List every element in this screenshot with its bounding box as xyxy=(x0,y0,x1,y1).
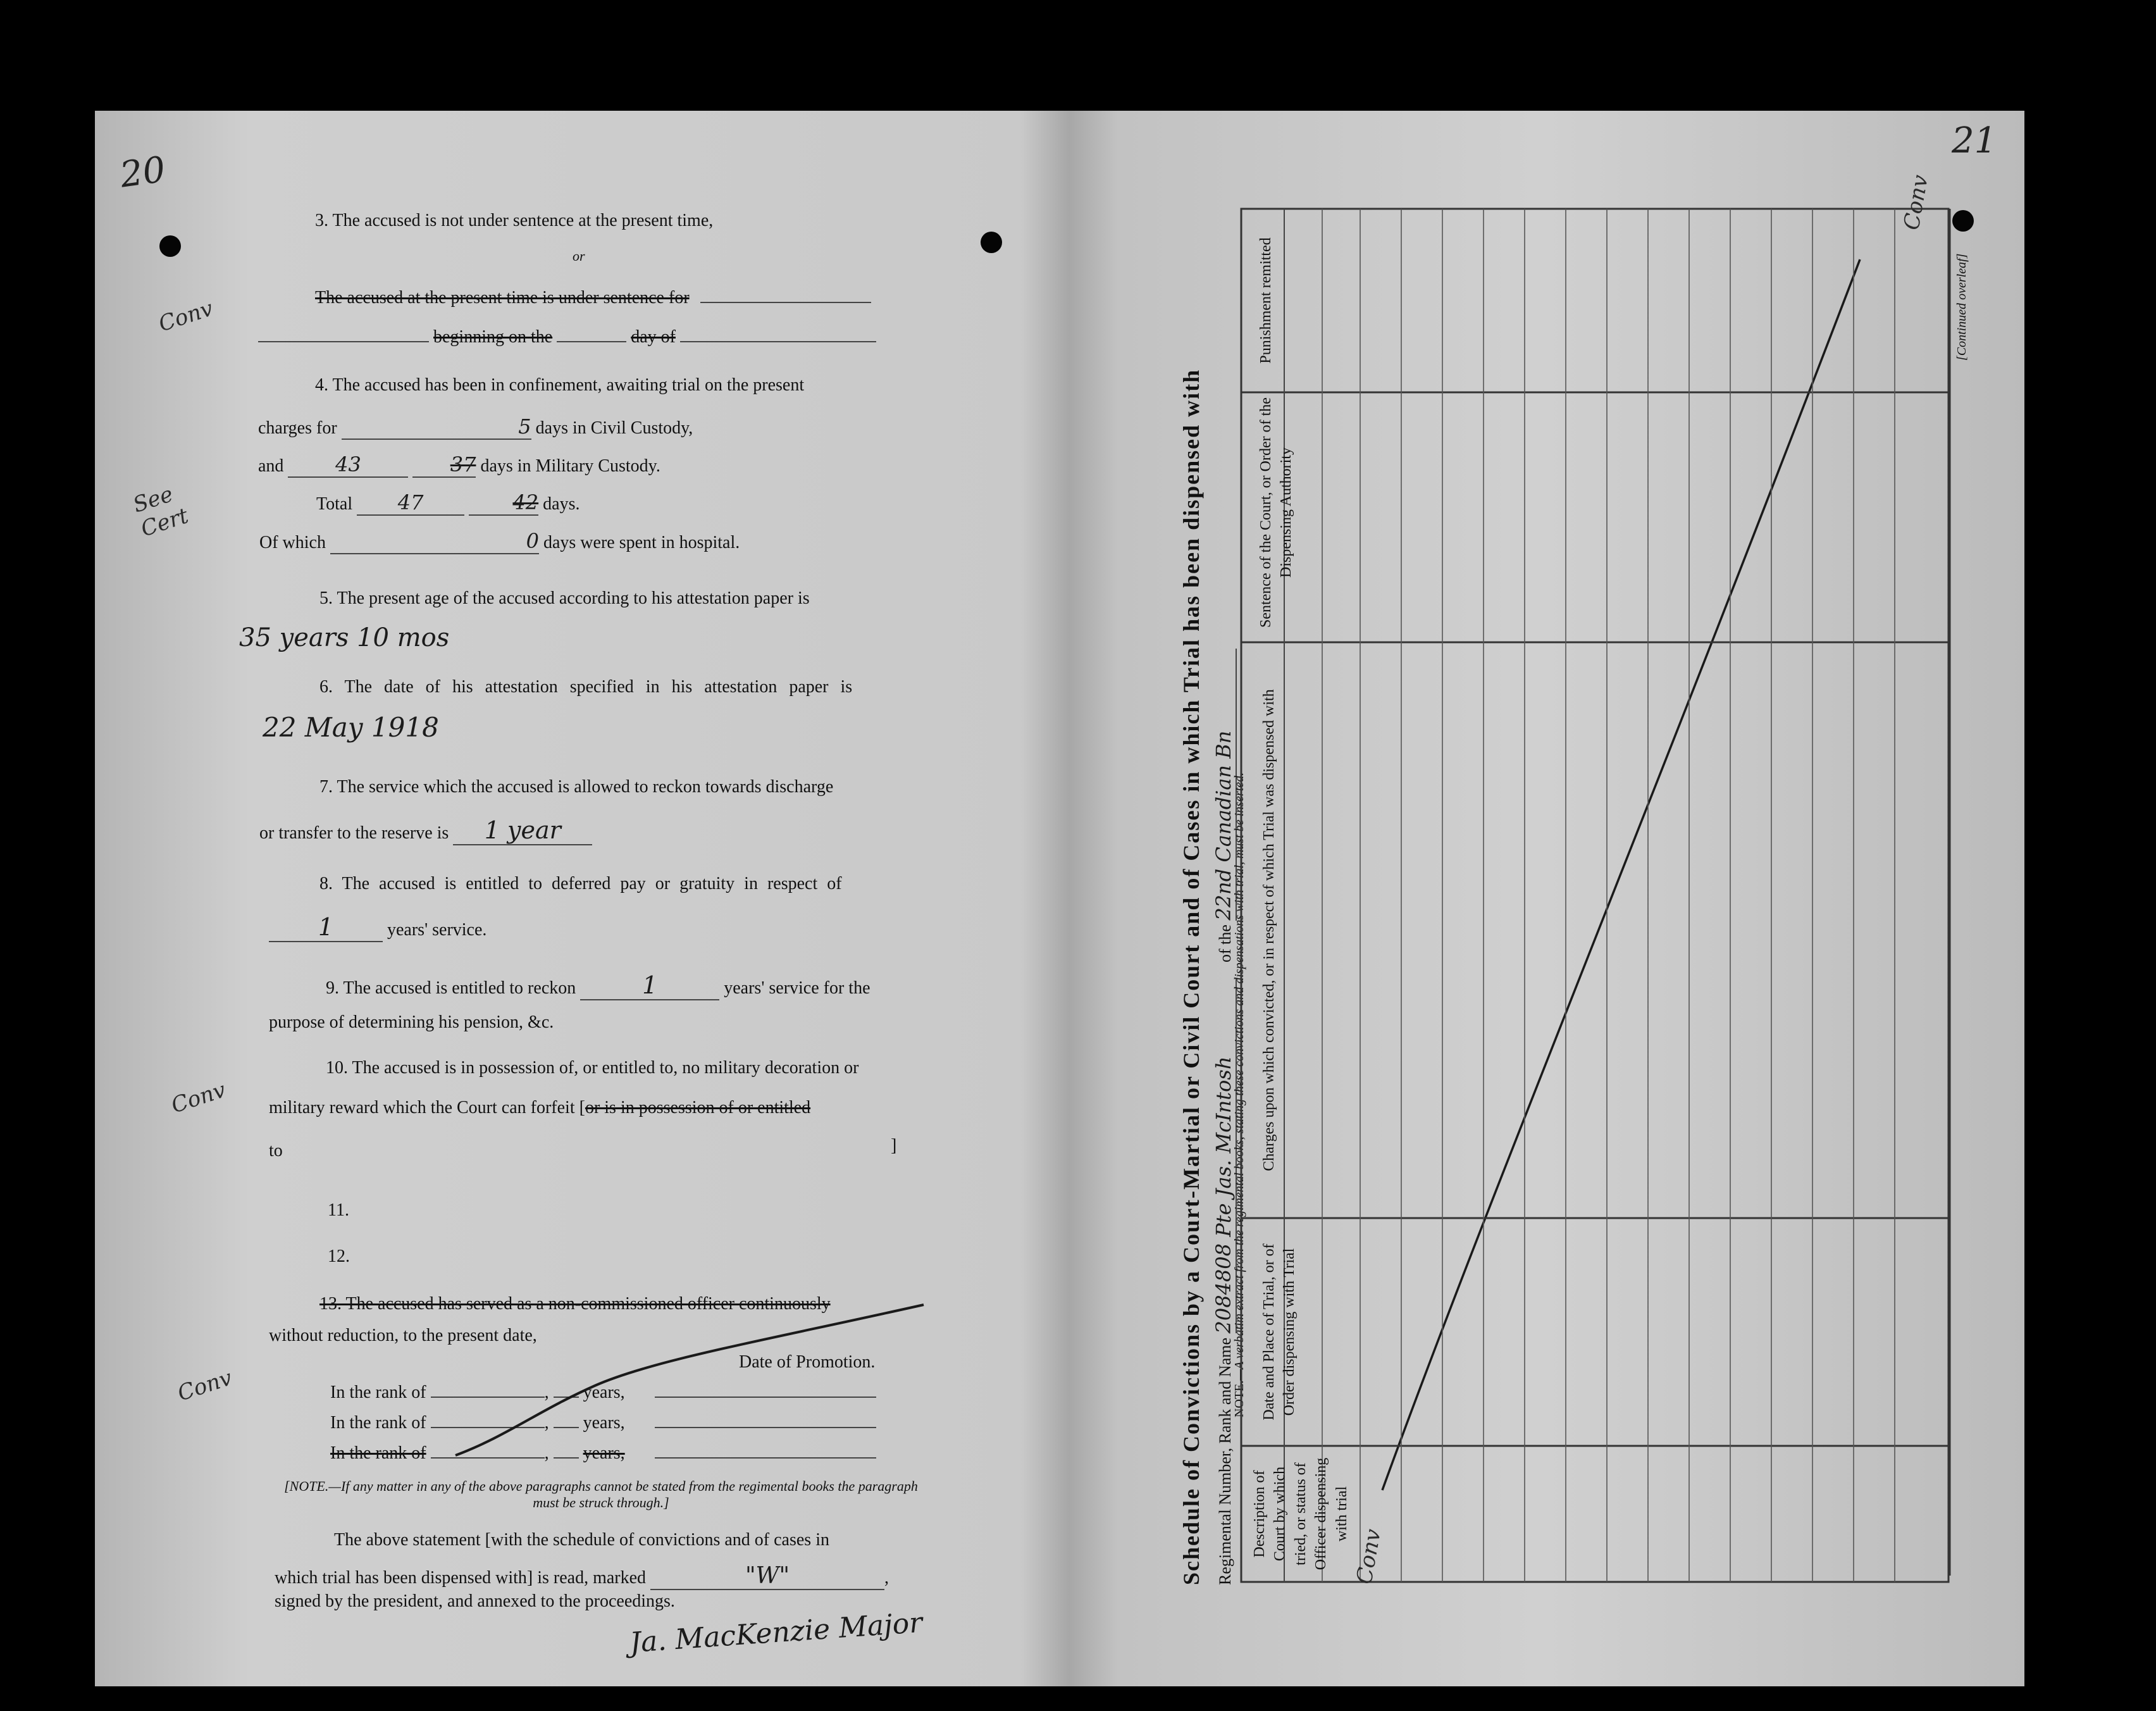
item8-value: 1 xyxy=(269,913,383,942)
item4-civil xyxy=(258,414,693,440)
item7-line2-text: or transfer to the reserve is xyxy=(259,823,449,843)
item4-total-prefix: Total xyxy=(316,494,353,514)
column-header: Sentence of the Court, or Order of the Dispensing Authority xyxy=(1258,397,1295,628)
punch-hole xyxy=(1952,210,1974,232)
item4-civil-suffix: days in Civil Custody, xyxy=(535,418,693,438)
item13-rank-row: In the rank of , years, xyxy=(330,1383,876,1403)
item3-line2-text: The accused at the present time is under sentence for xyxy=(315,288,690,308)
statement-mark: "W" xyxy=(650,1563,884,1590)
item4-military-struck: 37 xyxy=(412,452,476,478)
item13-rank-label: In the rank of xyxy=(330,1413,426,1433)
paragraph-note: [NOTE.—If any matter in any of the above paragraphs cannot be stated from the regimental books the paragraph must be struck through.] xyxy=(284,1478,918,1510)
item3-line3-a: beginning on the xyxy=(433,327,553,347)
page-number-right: 21 xyxy=(1952,120,1997,161)
column-header: Charges upon which convicted, or in respect of which Trial was dispensed with xyxy=(1261,689,1277,1171)
regimental-value: 2084808 Pte Jas. McIntosh xyxy=(1211,979,1237,1333)
item4-hospital-prefix: Of which xyxy=(259,533,326,552)
of-the-label: of the xyxy=(1216,924,1234,962)
blank-field xyxy=(554,1397,579,1398)
statement-line1: The above statement [with the schedule of convictions and of cases in xyxy=(334,1530,829,1550)
item13-promotion-header: Date of Promotion. xyxy=(739,1352,876,1372)
item4-military-suffix: days in Military Custody. xyxy=(480,456,660,476)
item13-rank-row: In the rank of , years, xyxy=(330,1413,876,1433)
item4-total xyxy=(316,490,579,516)
blank-field xyxy=(655,1457,876,1459)
unit-value: 22nd Canadian Bn xyxy=(1211,649,1237,921)
item5-text: 5. The present age of the accused according to his attestation paper is xyxy=(319,588,810,608)
item7-line2 xyxy=(259,816,592,845)
item13-line1: 13. The accused has served as a non-commissioned officer continuously xyxy=(319,1294,831,1314)
blank-field xyxy=(431,1397,545,1398)
margin-note: See Cert xyxy=(130,481,192,542)
item4-military-value: 43 xyxy=(288,452,408,478)
item6-value: 22 May 1918 xyxy=(263,712,439,743)
item4-hospital-value: 0 xyxy=(330,529,539,554)
item11: 11. xyxy=(328,1200,349,1220)
blank-field xyxy=(655,1427,876,1428)
statement-line2-text: which trial has been dispensed with] is read, marked xyxy=(275,1568,647,1588)
item9-line2: purpose of determining his pension, &c. xyxy=(269,1012,554,1032)
item13-years-label: years, xyxy=(583,1413,625,1433)
blank-field xyxy=(258,341,429,342)
item13-rank-label: In the rank of xyxy=(330,1383,426,1402)
margin-note: Conv xyxy=(1899,173,1934,232)
schedule-title: Schedule of Convictions by a Court-Martial or Civil Court and of Cases in which Trial has been dispensed with xyxy=(1179,368,1204,1585)
blank-field xyxy=(431,1427,545,1428)
regimental-prefix: Regimental Number, Rank and Name xyxy=(1216,1337,1234,1585)
item3-line1: 3. The accused is not under sentence at the present time, xyxy=(315,211,714,230)
item4-total-struck: 42 xyxy=(469,490,538,516)
item9-value: 1 xyxy=(580,971,719,1000)
item3-line3-b: day of xyxy=(631,327,676,347)
column-header: Description of Court by which tried, or status of Officer dispensing with trial xyxy=(1251,1457,1350,1571)
item9-prefix: 9. The accused is entitled to reckon xyxy=(326,978,576,998)
item10-line1: 10. The accused is in possession of, or entitled to, no military decoration or xyxy=(326,1058,859,1078)
item10-line2 xyxy=(269,1098,810,1118)
blank-field xyxy=(700,302,871,303)
item5-value: 35 years 10 mos xyxy=(239,623,450,652)
margin-note: Conv xyxy=(155,296,216,337)
blank-field xyxy=(431,1457,545,1459)
item9-suffix: years' service for the xyxy=(724,978,870,998)
continued-overleaf: [Continued overleaf] xyxy=(1955,253,1969,361)
punch-hole xyxy=(981,232,1002,253)
margin-note: Conv xyxy=(168,1077,229,1119)
schedule-note xyxy=(1232,773,1247,1417)
blank-field xyxy=(680,341,876,342)
statement-line3: signed by the president, and annexed to the proceedings. xyxy=(275,1591,675,1611)
margin-note: Conv xyxy=(1351,1527,1387,1586)
item4-hospital xyxy=(259,529,740,554)
page-number-left: 20 xyxy=(117,149,168,196)
blank-field xyxy=(554,1427,579,1428)
item4-hospital-suffix: days were spent in hospital. xyxy=(543,533,740,552)
item13-rank-row: In the rank of , years, xyxy=(330,1443,876,1464)
statement-line2: which trial has been dispensed with] is read, marked "W" , xyxy=(275,1563,889,1589)
blank-field xyxy=(554,1457,579,1459)
item13-years-label: years, xyxy=(583,1383,625,1402)
item4-total-value: 47 xyxy=(357,490,464,516)
item4-total-suffix: days. xyxy=(543,494,580,514)
blank-field xyxy=(655,1397,876,1398)
item3-line3 xyxy=(258,327,876,347)
item3-line2 xyxy=(315,288,871,308)
schedule-note-text: —A verbatim extract from the regimental books, stating these convictions and dispensations with trial, must be inserted. xyxy=(1232,772,1246,1381)
item4-line1: 4. The accused has been in confinement, awaiting trial on the present xyxy=(315,375,805,395)
item10-bracket: ] xyxy=(891,1136,897,1155)
blank-field xyxy=(557,341,626,342)
item4-civil-prefix: charges for xyxy=(258,418,337,438)
item10-line2-text: military reward which the Court can forfeit [ xyxy=(269,1098,585,1117)
item4-military-prefix: and xyxy=(258,456,284,476)
item4-civil-value: 5 xyxy=(342,414,531,440)
item3-or: or xyxy=(573,248,585,264)
item10-line2-struck: or is in possession of or entitled xyxy=(585,1098,811,1117)
item8-suffix: years' service. xyxy=(387,920,487,940)
item10-line3: to xyxy=(269,1141,283,1160)
item4-military xyxy=(258,452,660,478)
margin-note: Conv xyxy=(174,1365,235,1407)
item6-text: 6. The date of his attestation specified in his attestation paper is xyxy=(319,677,853,697)
item7-value: 1 year xyxy=(453,816,592,845)
column-header: Punishment remitted xyxy=(1258,237,1274,364)
item13-line2: without reduction, to the present date, xyxy=(269,1326,537,1345)
item13-rank-label: In the rank of xyxy=(330,1443,426,1463)
signature: Ja. MacKenzie Major xyxy=(628,1606,924,1660)
item9-line1 xyxy=(326,971,870,1000)
item7-line1: 7. The service which the accused is allowed to reckon towards discharge xyxy=(319,777,834,797)
punch-hole xyxy=(159,235,181,257)
item8-line2 xyxy=(269,913,486,942)
item8-line1: 8. The accused is entitled to deferred pay or gratuity in respect of xyxy=(319,874,842,893)
column-header: Date and Place of Trial, or of Order dispensing with Trial xyxy=(1261,1243,1298,1421)
item13-years-label: years, xyxy=(583,1443,625,1463)
schedule-note-label: NOTE. xyxy=(1232,1380,1246,1417)
item12: 12. xyxy=(328,1247,350,1266)
